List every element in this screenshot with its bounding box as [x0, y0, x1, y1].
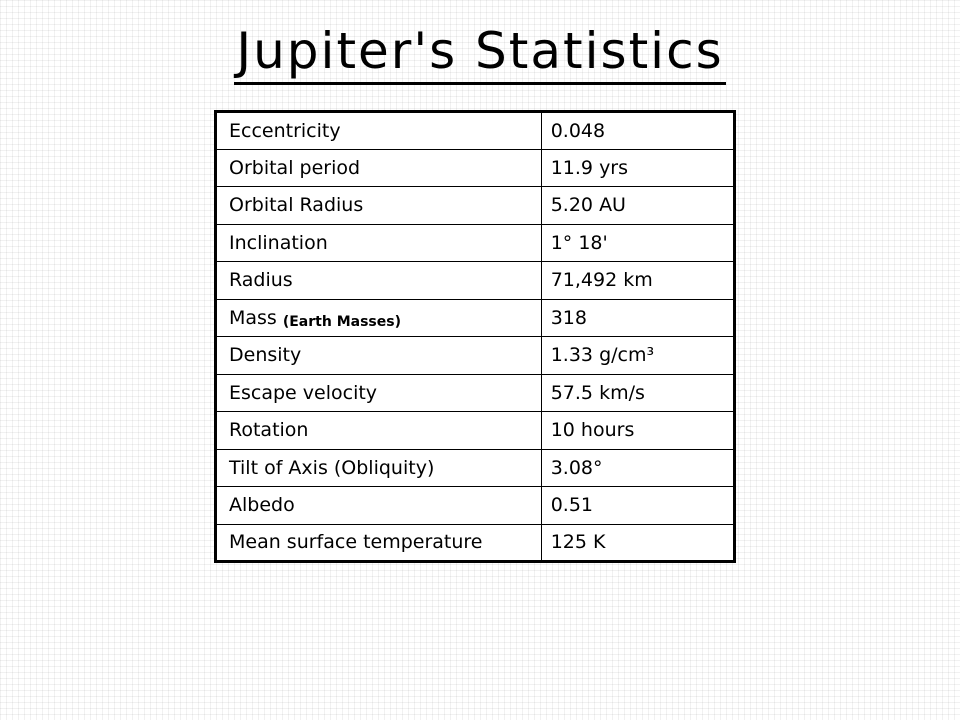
axis-tilt-label: Tilt of Axis (Obliquity): [216, 449, 542, 487]
table-row: [216, 112, 735, 150]
table-row: [216, 149, 735, 187]
orbital-radius-value: 5.20 AU: [541, 187, 734, 225]
inclination-value: 1° 18': [541, 224, 734, 262]
table-row: [216, 187, 735, 225]
density-value: 1.33 g/cm³: [541, 337, 734, 375]
orbital-period-value: 11.9 yrs: [541, 149, 734, 187]
eccentricity-label: Eccentricity: [216, 112, 542, 150]
mass-label: Mass: [229, 306, 277, 329]
table-row: [216, 299, 735, 337]
mass-value: 318: [541, 299, 734, 337]
eccentricity-value: 0.048: [541, 112, 734, 150]
table-row: [216, 487, 735, 525]
escape-velocity-label: Escape velocity: [216, 374, 542, 412]
orbital-period-label: Orbital period: [216, 149, 542, 187]
radius-value: 71,492 km: [541, 262, 734, 300]
statistics-table: [214, 110, 736, 563]
mass-unit-note: (Earth Masses): [282, 313, 401, 330]
rotation-label: Rotation: [216, 412, 542, 450]
table-row: [216, 224, 735, 262]
radius-label: Radius: [216, 262, 542, 300]
density-label: Density: [216, 337, 542, 375]
table-row: [216, 524, 735, 562]
albedo-label: Albedo: [216, 487, 542, 525]
table-row: [216, 337, 735, 375]
table-row: [216, 262, 735, 300]
albedo-value: 0.51: [541, 487, 734, 525]
table-row: [216, 412, 735, 450]
orbital-radius-label: Orbital Radius: [216, 187, 542, 225]
rotation-value: 10 hours: [541, 412, 734, 450]
axis-tilt-value: 3.08°: [541, 449, 734, 487]
surface-temperature-value: 125 K: [541, 524, 734, 562]
table-row: [216, 449, 735, 487]
escape-velocity-value: 57.5 km/s: [541, 374, 734, 412]
slide-title-text: Jupiter's Statistics: [234, 20, 725, 85]
mass-label-cell: [216, 299, 542, 337]
inclination-label: Inclination: [216, 224, 542, 262]
table-row: [216, 374, 735, 412]
slide-title: [0, 16, 960, 86]
surface-temperature-label: Mean surface temperature: [216, 524, 542, 562]
